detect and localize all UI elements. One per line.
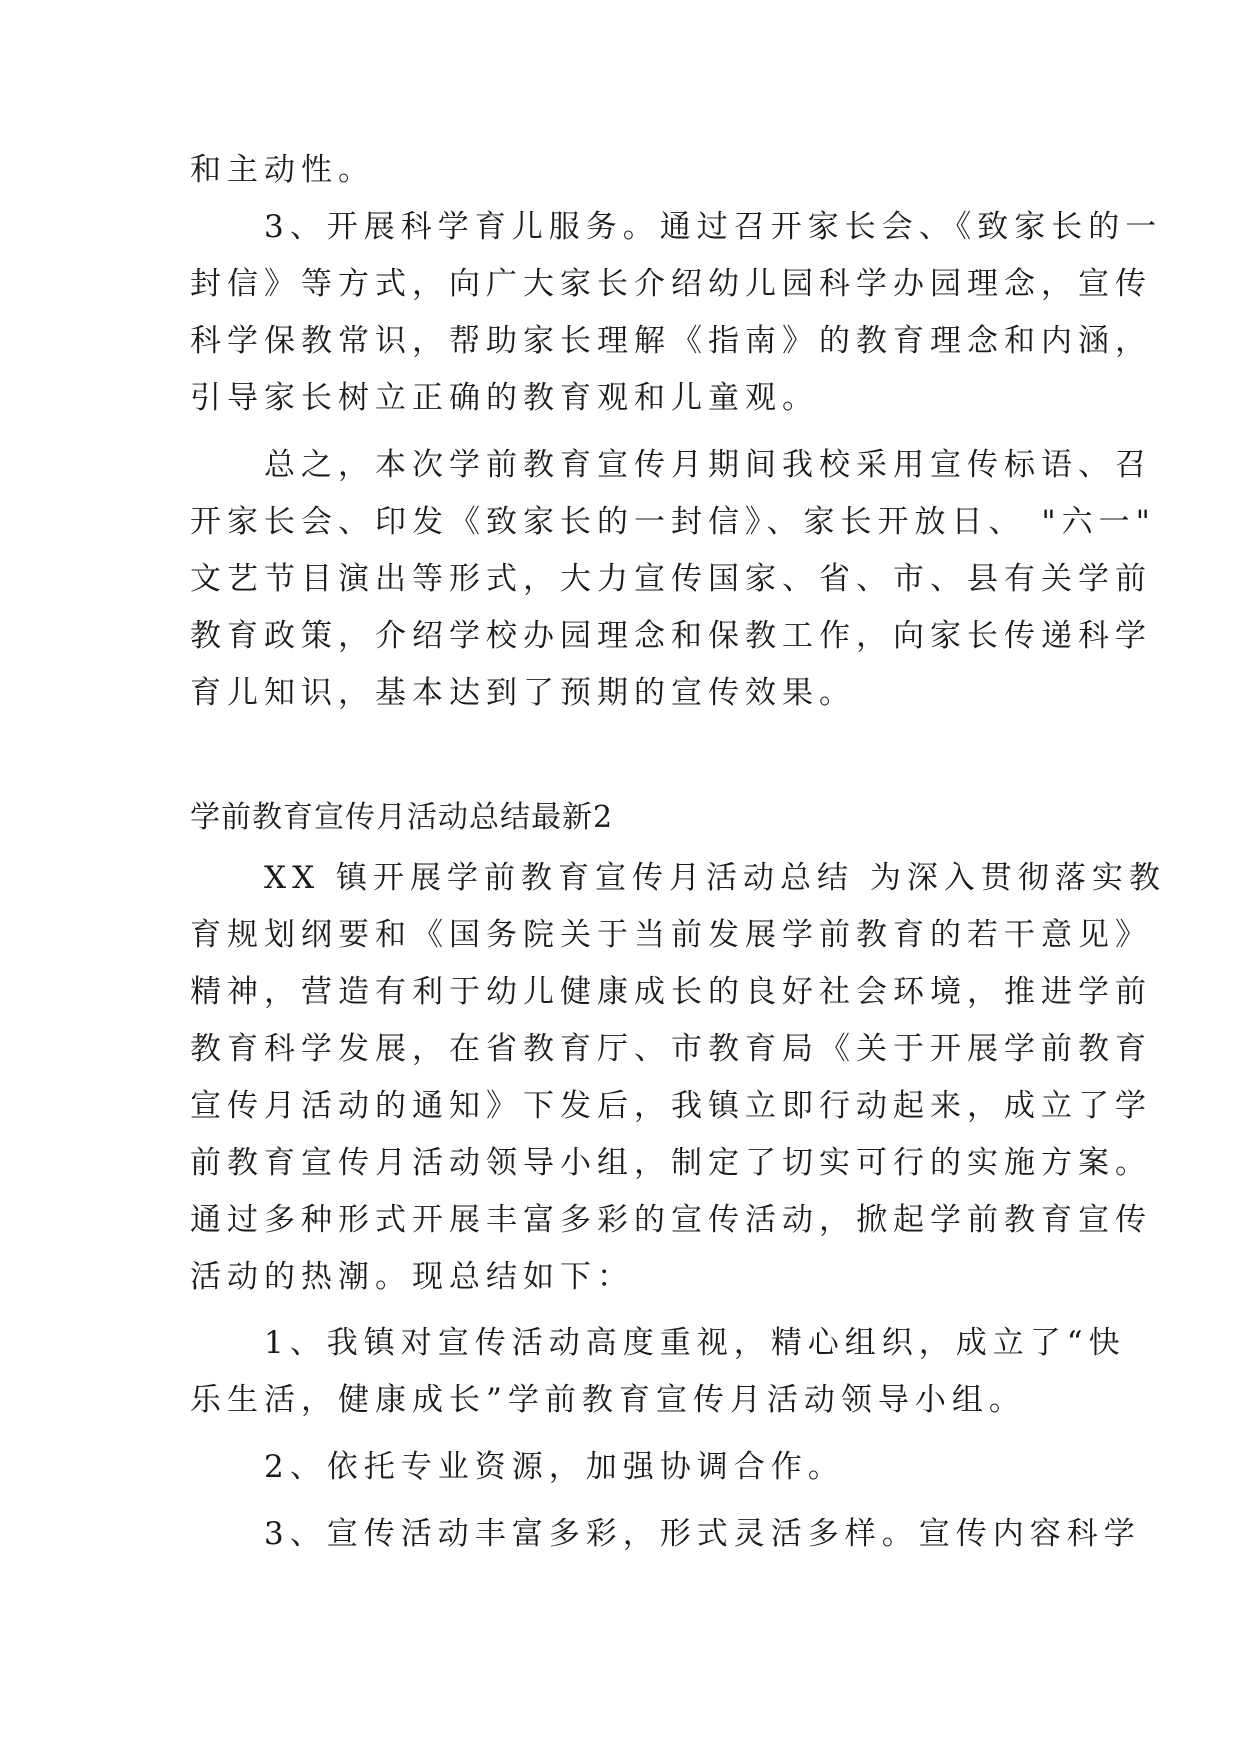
paragraph-line: 封信》等方式，向广大家长介绍幼儿园科学办园理念，宣传 <box>190 266 1152 302</box>
paragraph-line: 宣传月活动的通知》下发后，我镇立即行动起来，成立了学 <box>190 1088 1152 1124</box>
paragraph-line: 前教育宣传月活动领导小组，制定了切实可行的实施方案。 <box>190 1145 1152 1181</box>
paragraph-line: 育规划纲要和《国务院关于当前发展学前教育的若干意见》 <box>190 917 1152 953</box>
paragraph-line: 引导家长树立正确的教育观和儿童观。 <box>190 380 819 416</box>
paragraph-line: 3、开展科学育儿服务。通过召开家长会、《致家长的一 <box>190 209 1163 245</box>
paragraph-line: 科学保教常识，帮助家长理解《指南》的教育理念和内涵， <box>190 323 1152 359</box>
paragraph-line: 开家长会、印发《致家长的一封信》、家长开放日、 "六一" <box>190 504 1156 540</box>
paragraph-line: 文艺节目演出等形式，大力宣传国家、省、市、县有关学前 <box>190 561 1152 597</box>
paragraph-line: XX 镇开展学前教育宣传月活动总结 为深入贯彻落实教 <box>190 860 1166 896</box>
paragraph-line: 2、依托专业资源，加强协调合作。 <box>190 1449 845 1485</box>
paragraph-line: 育儿知识，基本达到了预期的宣传效果。 <box>190 675 856 711</box>
paragraph-line: 活动的热潮。现总结如下： <box>190 1259 634 1295</box>
paragraph-line: 乐生活，健康成长”学前教育宣传月活动领导小组。 <box>190 1382 1026 1418</box>
paragraph-line: 教育科学发展，在省教育厅、市教育局《关于开展学前教育 <box>190 1031 1152 1067</box>
paragraph-line: 教育政策，介绍学校办园理念和保教工作，向家长传递科学 <box>190 618 1152 654</box>
section-heading: 学前教育宣传月活动总结最新2 <box>190 800 614 835</box>
paragraph-line: 总之，本次学前教育宣传月期间我校采用宣传标语、召 <box>190 447 1152 483</box>
paragraph-line: 3、宣传活动丰富多彩，形式灵活多样。宣传内容科学 <box>190 1516 1141 1552</box>
paragraph-line: 和主动性。 <box>190 152 375 188</box>
paragraph-line: 1、我镇对宣传活动高度重视，精心组织，成立了“快 <box>190 1325 1126 1361</box>
paragraph-line: 通过多种形式开展丰富多彩的宣传活动，掀起学前教育宣传 <box>190 1202 1152 1238</box>
paragraph-line: 精神，营造有利于幼儿健康成长的良好社会环境，推进学前 <box>190 974 1152 1010</box>
